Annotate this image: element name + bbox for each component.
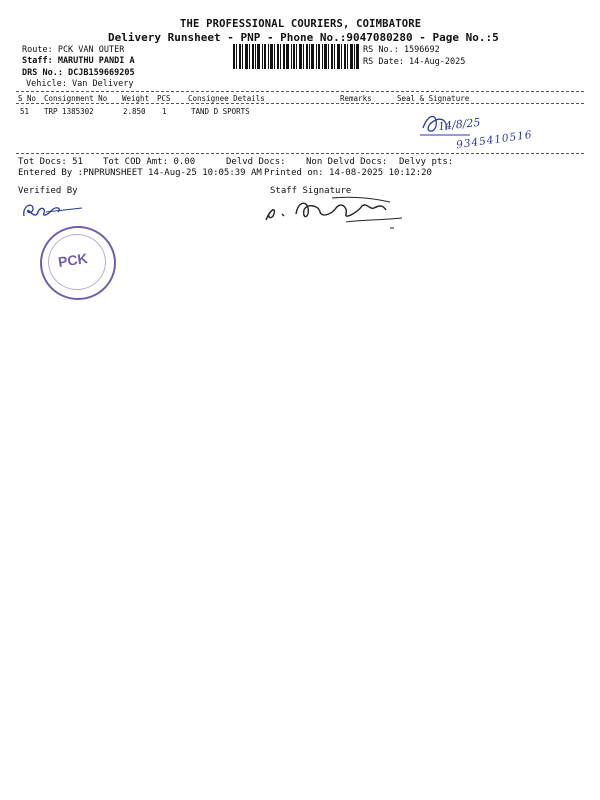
totals-rule bbox=[16, 153, 584, 154]
route-info: Route: PCK VAN OUTER bbox=[22, 45, 125, 55]
entered-by: Entered By :PNPRUNSHEET 14-Aug-25 10:05:39 AM bbox=[18, 168, 262, 178]
staff-info: Staff: MARUTHU PANDI A bbox=[22, 56, 135, 66]
row-s-no: 51 bbox=[20, 107, 30, 116]
drs-number: DRS No.: DCJB159669205 bbox=[22, 68, 135, 78]
barcode-image bbox=[233, 44, 359, 69]
printed-on: Printed on: 14-08-2025 10:12:20 bbox=[264, 168, 432, 178]
row-weight: 2.850 bbox=[123, 107, 146, 116]
table-header-rule bbox=[16, 103, 584, 104]
non-delivered-docs: Non Delvd Docs: bbox=[306, 157, 388, 167]
verifier-signature bbox=[18, 198, 88, 223]
col-weight: Weight bbox=[122, 94, 150, 103]
total-cod-amount: Tot COD Amt: 0.00 bbox=[103, 157, 196, 167]
col-seal-signature: Seal & Signature bbox=[397, 94, 470, 103]
verified-by-label: Verified By bbox=[18, 186, 78, 196]
pck-stamp bbox=[40, 226, 116, 300]
vehicle-info: Vehicle: Van Delivery bbox=[26, 79, 134, 89]
staff-signature bbox=[262, 192, 412, 232]
col-pcs: PCS bbox=[157, 94, 171, 103]
delivered-docs: Delvd Docs: bbox=[226, 157, 286, 167]
row-consignment-no: TRP 1385302 bbox=[44, 107, 94, 116]
col-consignment-no: Consignment No bbox=[44, 94, 108, 103]
table-top-rule bbox=[16, 91, 584, 92]
row-consignee: TAND D SPORTS bbox=[191, 107, 250, 116]
handwritten-phone: 9345410516 bbox=[455, 128, 534, 152]
staff-signature-label: Staff Signature bbox=[270, 186, 352, 196]
company-name: THE PROFESSIONAL COURIERS, COIMBATORE bbox=[180, 18, 422, 30]
runsheet-title: Delivery Runsheet - PNP - Phone No.:9047080280 - Page No.:5 bbox=[108, 31, 499, 44]
rs-date: RS Date: 14-Aug-2025 bbox=[363, 57, 466, 67]
col-remarks: Remarks bbox=[340, 94, 372, 103]
handwritten-date: 14/8/25 bbox=[437, 115, 481, 134]
stamp-label: PCK bbox=[57, 250, 89, 270]
col-consignee-details: Consignee Details bbox=[188, 94, 265, 103]
delivery-points: Delvy pts: bbox=[399, 157, 454, 167]
rs-number: RS No.: 1596692 bbox=[363, 45, 440, 55]
col-s-no: S No bbox=[18, 94, 37, 103]
total-docs: Tot Docs: 51 bbox=[18, 157, 84, 167]
row-pcs: 1 bbox=[162, 107, 167, 116]
